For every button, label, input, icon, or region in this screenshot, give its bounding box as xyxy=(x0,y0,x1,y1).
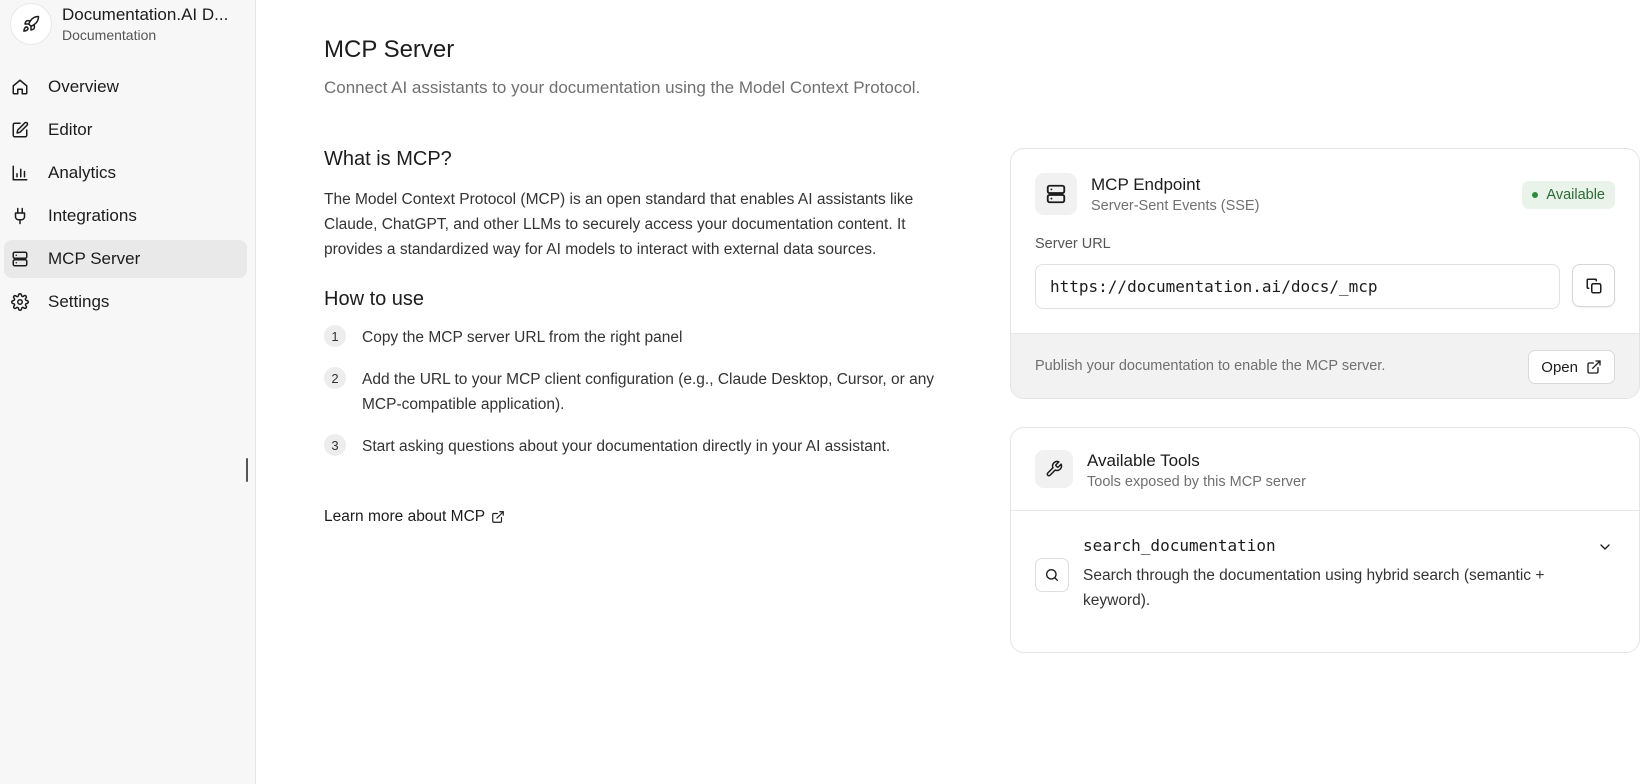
sidebar-item-label: Integrations xyxy=(48,206,137,225)
status-label: Available xyxy=(1546,187,1605,203)
edit-icon xyxy=(10,120,30,140)
open-button[interactable] xyxy=(1528,350,1615,384)
server-url-input[interactable] xyxy=(1035,264,1560,309)
search-icon xyxy=(1035,558,1069,592)
endpoint-subtitle: Server-Sent Events (SSE) xyxy=(1091,198,1260,214)
gear-icon xyxy=(10,292,30,312)
tools-subtitle: Tools exposed by this MCP server xyxy=(1087,474,1306,490)
step-number: 3 xyxy=(324,434,346,456)
bar-chart-icon xyxy=(10,163,30,183)
step-number: 2 xyxy=(324,367,346,389)
server-url-label: Server URL xyxy=(1035,236,1111,252)
brand-title: Documentation.AI D... xyxy=(62,5,229,24)
main-content xyxy=(324,0,1650,784)
server-icon xyxy=(10,249,30,269)
list-item xyxy=(324,325,964,350)
mcp-endpoint-card xyxy=(1010,148,1640,399)
learn-more-label: Learn more about MCP xyxy=(324,508,486,525)
endpoint-footer xyxy=(1011,333,1639,399)
sidebar-item-integrations[interactable] xyxy=(4,197,247,235)
home-icon xyxy=(10,77,30,97)
chevron-down-icon[interactable] xyxy=(1595,537,1615,557)
what-is-mcp-body: The Model Context Protocol (MCP) is an open standard that enables AI assistants like Claude, ChatGPT, and other LLMs to securely access your documentation content. It provides a standardized way for AI models to interact with external data sources. xyxy=(324,191,914,258)
sidebar-item-label: Analytics xyxy=(48,163,117,182)
available-tools-card xyxy=(1010,427,1640,653)
tool-name: search_documentation xyxy=(1083,536,1276,555)
list-item xyxy=(324,434,964,459)
what-is-mcp-heading: What is MCP? xyxy=(324,148,452,170)
how-to-use-heading: How to use xyxy=(324,288,425,310)
rocket-icon xyxy=(10,3,52,45)
sidebar-item-label: Settings xyxy=(48,292,110,311)
tools-title: Available Tools xyxy=(1087,451,1200,470)
page-subtitle: Connect AI assistants to your documentation using the Model Context Protocol. xyxy=(324,78,921,97)
step-number: 1 xyxy=(324,325,346,347)
step-text: Start asking questions about your documentation directly in your AI assistant. xyxy=(362,438,891,455)
brand-subtitle: Documentation xyxy=(62,27,157,43)
page-title: MCP Server xyxy=(324,36,455,63)
sidebar-resize-handle[interactable] xyxy=(246,458,248,482)
copy-url-button[interactable] xyxy=(1572,264,1615,307)
list-item xyxy=(324,367,964,417)
step-text: Copy the MCP server URL from the right panel xyxy=(362,329,683,346)
sidebar-item-settings[interactable] xyxy=(4,283,247,321)
sidebar-item-label: Editor xyxy=(48,120,93,139)
sidebar-nav xyxy=(0,68,256,326)
learn-more-link[interactable] xyxy=(324,508,505,526)
sidebar xyxy=(0,0,256,784)
copy-icon xyxy=(1585,277,1603,295)
external-link-icon xyxy=(1586,359,1602,375)
server-icon xyxy=(1035,173,1077,215)
tool-item[interactable] xyxy=(1011,511,1639,653)
open-label: Open xyxy=(1541,358,1578,376)
plug-icon xyxy=(10,206,30,226)
status-dot-icon xyxy=(1532,192,1538,198)
sidebar-item-label: MCP Server xyxy=(48,249,141,268)
status-badge xyxy=(1522,181,1615,209)
sidebar-item-overview[interactable] xyxy=(4,68,247,106)
external-link-icon xyxy=(491,510,505,524)
sidebar-item-analytics[interactable] xyxy=(4,154,247,192)
step-text: Add the URL to your MCP client configuration (e.g., Claude Desktop, Cursor, or any MCP-compatible application). xyxy=(362,371,935,413)
sidebar-item-editor[interactable] xyxy=(4,111,247,149)
steps-list xyxy=(324,325,964,459)
sidebar-item-label: Overview xyxy=(48,77,119,96)
wrench-icon xyxy=(1035,450,1073,488)
sidebar-item-mcp-server[interactable] xyxy=(4,240,247,278)
tool-description: Search through the documentation using hybrid search (semantic + keyword). xyxy=(1083,567,1545,609)
brand[interactable] xyxy=(10,3,242,45)
endpoint-title: MCP Endpoint xyxy=(1091,175,1201,194)
info-column xyxy=(324,148,964,526)
publish-hint: Publish your documentation to enable the MCP server. xyxy=(1035,358,1386,374)
